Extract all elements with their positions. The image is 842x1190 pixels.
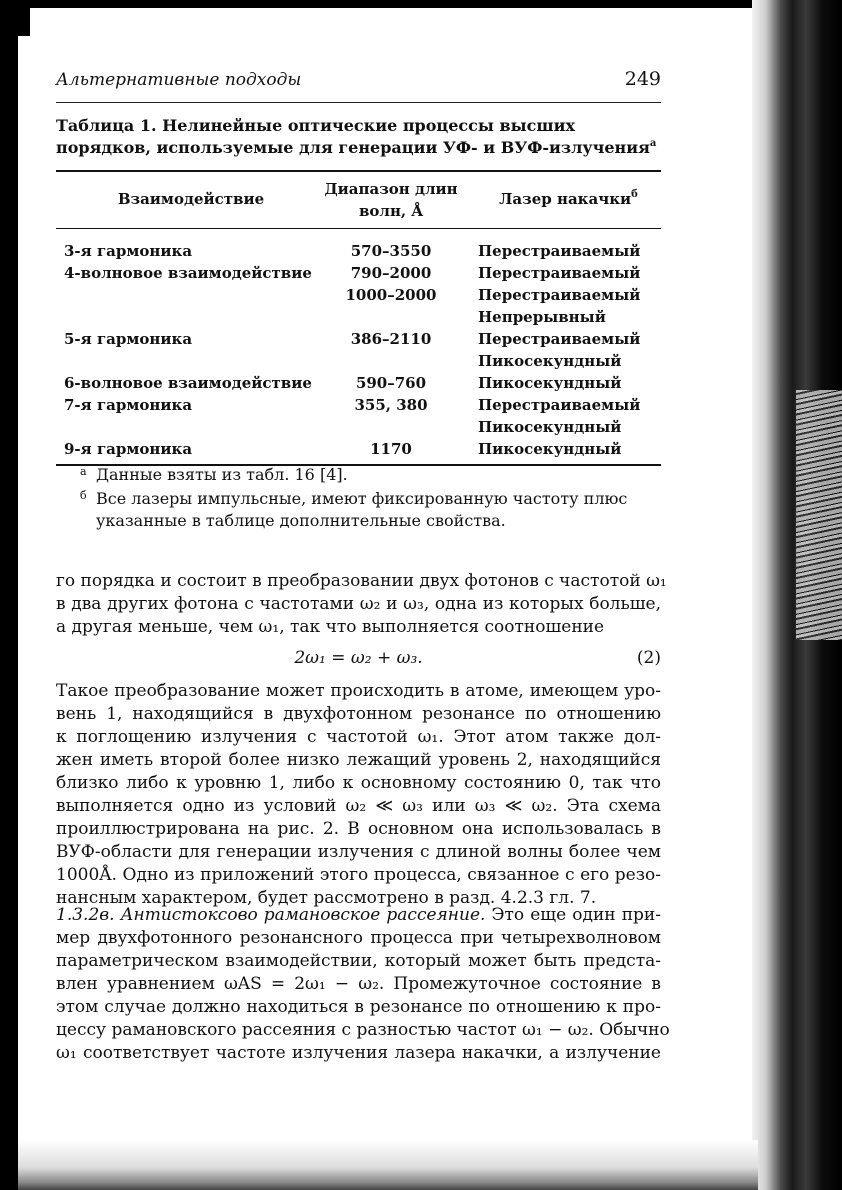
equation: [56, 648, 661, 674]
table-header-laser-text: Лазер накачки: [499, 190, 632, 208]
text-line: к поглощению излучения с частотой ω₁. Этот атом также дол-: [56, 727, 661, 747]
text-line: параметрическом взаимодействии, который может быть предста-: [56, 951, 661, 971]
paragraph: [56, 570, 667, 639]
table-header-range-line1: Диапазон длин: [324, 180, 458, 198]
note-text: указанные в таблице дополнительные свойства.: [96, 511, 506, 530]
scan-border-top: [0, 0, 842, 8]
table-caption: [56, 115, 661, 159]
table-rule-top: [56, 170, 661, 172]
table-caption-note-mark: а: [649, 137, 657, 149]
text-line: этом случае должно находиться в резонансе по отношению к про-: [56, 997, 661, 1017]
cell-laser: Перестраиваемый: [478, 242, 641, 260]
text-line: го порядка и состоит в преобразовании двух фотонов с частотой ω₁: [56, 571, 667, 591]
text-line: мер двухфотонного резонансного процесса при четырехволновом: [56, 928, 661, 948]
page-number: 249: [624, 68, 661, 90]
text-line: близко либо к уровню 1, либо к основному состоянию 0, так что: [56, 773, 661, 793]
table-row: [56, 306, 661, 328]
cell-laser: Пикосекундный: [478, 374, 622, 392]
section-heading-rest: Это еще один при-: [491, 905, 661, 925]
note-mark: а: [80, 465, 87, 478]
scan-corner-mark: [0, 0, 30, 36]
text-line: ω₁ соответствует частоте излучения лазера накачки, а излучение: [56, 1043, 661, 1063]
header-rule: [56, 102, 661, 103]
paragraph: [56, 904, 670, 1065]
cell-laser: Непрерывный: [478, 308, 606, 326]
text-line: выполняется одно из условий ω₂ ≪ ω₃ или ω₃ ≪ ω₂. Эта схема: [56, 796, 661, 816]
equation-body: 2ω₁ = ω₂ + ω₃.: [294, 648, 423, 668]
table-header-interaction: Взаимодействие: [117, 190, 265, 208]
cell-range: 790–2000: [350, 264, 432, 282]
cell-interaction: 6-волновое взаимодействие: [64, 374, 312, 392]
cell-range: 355, 380: [354, 396, 428, 414]
text-line: проиллюстрирована на рис. 2. В основном она использовалась в: [56, 819, 661, 839]
table-header-range-line2: волн, Å: [358, 202, 424, 220]
table-header-range: [311, 178, 471, 222]
scan-border-left: [0, 0, 18, 1190]
table-row: [56, 416, 661, 438]
table-row: [56, 394, 661, 416]
cell-range: 386–2110: [350, 330, 432, 348]
text-line: жен иметь второй более низко лежащий уровень 2, находящийся: [56, 750, 661, 770]
equation-number: (2): [636, 648, 661, 668]
text-line: Такое преобразование может происходить в атоме, имеющем уро-: [56, 681, 661, 701]
cell-laser: Пикосекундный: [478, 440, 622, 458]
cell-laser: Перестраиваемый: [478, 264, 641, 282]
text-line: а другая меньше, чем ω₁, так что выполняется соотношение: [56, 617, 605, 637]
note-text: Все лазеры импульсные, имеют фиксированную частоту плюс: [96, 489, 628, 508]
cell-interaction: 7-я гармоника: [64, 396, 193, 414]
running-title: Альтернативные подходы: [56, 70, 302, 90]
text-line: ВУФ-области для генерации излучения с длиной волны более чем: [56, 842, 661, 862]
cell-range: 1170: [370, 440, 412, 458]
cell-laser: Пикосекундный: [478, 352, 622, 370]
cell-laser: Перестраиваемый: [478, 396, 641, 414]
table-header-laser: [476, 188, 661, 210]
cell-range: 1000–2000: [345, 286, 437, 304]
text-line: в два других фотона с частотами ω₂ и ω₃, одна из которых больше,: [56, 594, 661, 614]
running-head: [56, 70, 661, 98]
cell-range: 590–760: [355, 374, 427, 392]
text-line: влен уравнением ωAS = 2ω₁ − ω₂. Промежуточное состояние в: [56, 974, 661, 994]
table-caption-text: Нелинейные оптические процессы высших порядков, используемые для генерации УФ- и ВУФ-излучения: [56, 116, 650, 157]
table-row: [56, 372, 661, 394]
scan-spine-texture: [796, 390, 842, 640]
table-row: [56, 438, 661, 460]
text-line: нансным характером, будет рассмотрено в разд. 4.2.3 гл. 7.: [56, 888, 597, 908]
cell-laser: Перестраиваемый: [478, 286, 641, 304]
paragraph: [56, 680, 661, 910]
table-row: [56, 328, 661, 350]
text-line: 1000Å. Одно из приложений этого процесса, связанное с его резо-: [56, 865, 661, 885]
table-rule-mid: [56, 228, 661, 229]
note-mark: б: [80, 489, 87, 502]
text-line: вень 1, находящийся в двухфотонном резонансе по отношению: [56, 704, 661, 724]
text-line: цессу рамановского рассеяния с разностью частот ω₁ − ω₂. Обычно: [56, 1020, 670, 1040]
cell-laser: Перестраиваемый: [478, 330, 641, 348]
note-text: Данные взяты из табл. 16 [4].: [96, 465, 348, 484]
cell-interaction: 3-я гармоника: [64, 242, 193, 260]
table-row: [56, 284, 661, 306]
table-row: [56, 350, 661, 372]
cell-interaction: 4-волновое взаимодействие: [64, 264, 312, 282]
table-caption-label: Таблица 1.: [56, 116, 157, 135]
cell-laser: Пикосекундный: [478, 418, 622, 436]
cell-interaction: 9-я гармоника: [64, 440, 193, 458]
scan-shadow-bottom: [18, 1140, 758, 1190]
section-heading: 1.3.2в. Антистоксово рамановское рассеяние.: [56, 905, 486, 925]
cell-range: 570–3550: [350, 242, 432, 260]
text-line: [56, 904, 661, 927]
table-header-laser-mark: б: [631, 189, 638, 200]
table-row: [56, 240, 661, 262]
cell-interaction: 5-я гармоника: [64, 330, 193, 348]
table-row: [56, 262, 661, 284]
